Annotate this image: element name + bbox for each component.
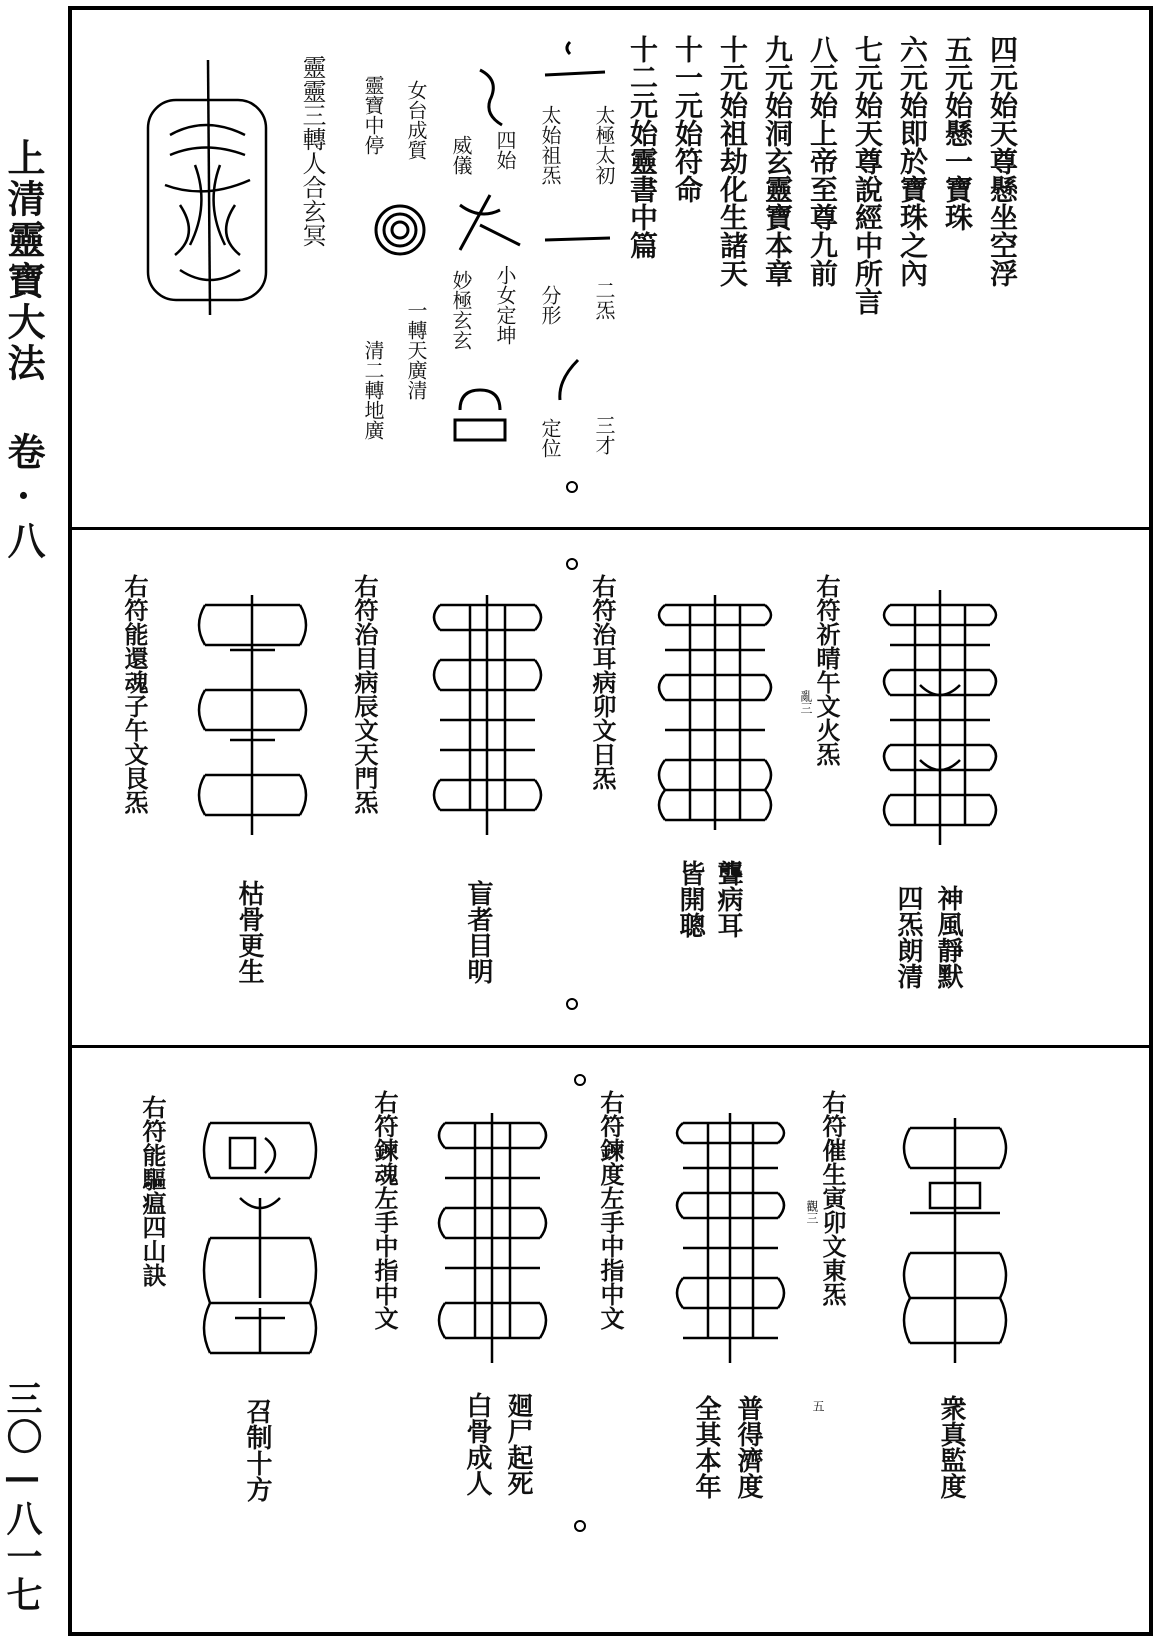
diagram-col2-end: 三才: [592, 415, 616, 455]
talisman-soul: [190, 590, 315, 840]
effect-bottom-2: 普得濟度: [733, 1395, 763, 1499]
effect-bottom-4: 廻尸起死: [503, 1392, 533, 1496]
top-line-2: 五元始懸一寶珠: [941, 35, 974, 231]
talisman-ear: [650, 590, 780, 840]
diagram-col3-mid: 小女定坤: [493, 265, 517, 345]
diagram-col4-mid: 妙極玄玄: [449, 270, 473, 350]
circle-mark: [574, 1074, 586, 1086]
effect-5: 盲者目明: [463, 880, 493, 984]
caption-lianhun: 右符鍊魂左手中指中文: [370, 1090, 399, 1330]
diagram-col3-top: 四始: [493, 130, 517, 170]
diagram-strokes: [360, 30, 620, 490]
circle-mark: [566, 481, 578, 493]
effect-1: 神風靜默: [933, 885, 963, 989]
talisman-liandu: [668, 1108, 793, 1368]
top-line-6: 九元始洞玄靈寶本章: [761, 35, 794, 287]
top-line-7: 十元始祖劫化生諸天: [716, 35, 749, 287]
talisman-birth: [895, 1108, 1015, 1373]
caption-plague: 右符能驅瘟四山訣: [138, 1095, 167, 1287]
section-divider-bottom: [68, 1045, 1153, 1048]
effect-2: 四炁朗清: [893, 885, 923, 989]
top-line-1: 四元始天尊懸坐空浮: [986, 35, 1019, 287]
caption-qing: 右符祈晴午文火炁: [812, 574, 841, 766]
diagram-col5-mid: 一轉天廣清: [404, 300, 428, 400]
caption-birth: 右符催生寅卯文東炁: [818, 1090, 847, 1306]
small-mark: 五: [811, 1400, 825, 1412]
top-line-4: 七元始天尊說經中所言: [851, 35, 884, 315]
top-line-5: 八元始上帝至尊九前: [806, 35, 839, 287]
book-title: 上清靈寶大法 卷·八: [1, 138, 46, 562]
effect-3: 聾病耳: [713, 860, 743, 938]
caption-liandu: 右符鍊度左手中指中文: [596, 1090, 625, 1330]
effect-bottom-3: 全其本年: [691, 1395, 721, 1499]
effect-4: 皆開聰: [675, 860, 705, 938]
caption-ear: 右符治耳病卯文日炁: [588, 574, 617, 790]
seal-talisman: [140, 55, 275, 320]
talisman-eye: [425, 590, 550, 840]
small-note: 亂三: [799, 690, 813, 714]
diagram-col7: 靈靈三轉人合玄冥: [298, 55, 326, 247]
caption-eye: 右符治目病辰文天門炁: [350, 574, 379, 814]
diagram-col6-top: 靈寶中停: [361, 75, 385, 155]
effect-6: 枯骨更生: [234, 880, 264, 984]
effect-bottom-6: 召制十方: [242, 1398, 272, 1502]
diagram-col1-top: 太極太初: [592, 105, 616, 185]
circle-mark: [566, 558, 578, 570]
diagram-col4-top: 威儀: [449, 135, 473, 175]
talisman-lianhun: [430, 1108, 555, 1368]
effect-bottom-5: 白骨成人: [462, 1392, 492, 1496]
talisman-qing: [875, 585, 1005, 865]
section-divider-top: [68, 527, 1153, 530]
top-line-8: 十一元始符命: [671, 35, 704, 203]
top-line-3: 六元始即於寶珠之內: [896, 35, 929, 287]
diagram-col1-bottom: 二炁: [592, 280, 616, 320]
effect-bottom-1: 衆真監度: [936, 1395, 966, 1499]
circle-mark: [574, 1520, 586, 1532]
diagram-col2-mid: 分形: [538, 285, 562, 325]
top-line-9: 十二元始靈書中篇: [626, 35, 659, 259]
talisman-plague: [195, 1108, 325, 1373]
caption-soul: 右符能還魂子午文艮炁: [120, 574, 149, 814]
small-note: 觀三: [805, 1200, 819, 1224]
circle-mark: [566, 998, 578, 1010]
diagram-col2-top: 太始祖炁: [538, 105, 562, 185]
diagram-col2-end2: 定位: [538, 418, 562, 458]
diagram-col6-mid: 清二轉地廣: [361, 340, 385, 440]
diagram-col5-top: 女台成質: [404, 80, 428, 160]
page-number: 三〇—八一七: [1, 1380, 43, 1614]
